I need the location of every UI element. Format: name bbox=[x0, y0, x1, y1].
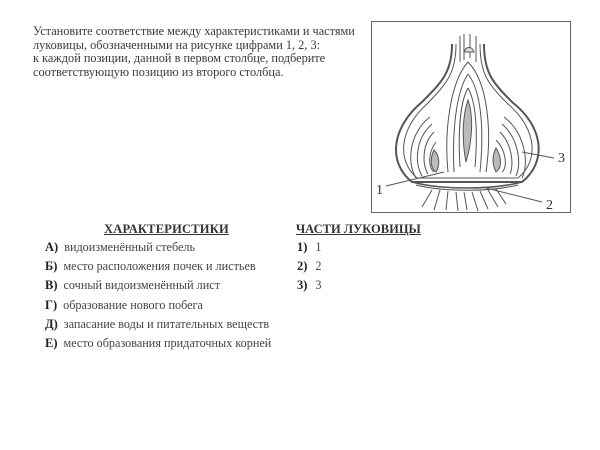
characteristics-list bbox=[45, 240, 271, 355]
intro-line: луковицы, обозначенными на рисунке цифрами 1, 2, 3: bbox=[33, 37, 321, 52]
list-item bbox=[297, 278, 322, 297]
item-text: место расположения почек и листьев bbox=[63, 259, 256, 274]
item-key: 2) bbox=[297, 259, 308, 274]
task-instructions bbox=[33, 25, 368, 79]
item-text: видоизменённый стебель bbox=[64, 240, 196, 254]
item-key: А) bbox=[45, 240, 59, 254]
item-text: 2 bbox=[315, 259, 322, 274]
intro-line: к каждой позиции, данной в первом столбце, подберите bbox=[33, 51, 326, 66]
item-text: 3 bbox=[315, 278, 322, 293]
item-key: Д) bbox=[45, 316, 58, 331]
list-item bbox=[45, 317, 271, 336]
item-key: В) bbox=[45, 278, 58, 293]
item-text: сочный видоизменённый лист bbox=[63, 278, 221, 293]
list-item bbox=[45, 336, 271, 355]
svg-text:1: 1 bbox=[376, 183, 383, 198]
intro-line: соответствующую позицию из второго столбца. bbox=[33, 64, 284, 79]
svg-text:3: 3 bbox=[558, 151, 565, 166]
item-key: Б) bbox=[45, 259, 58, 274]
list-item bbox=[45, 278, 271, 297]
list-item bbox=[45, 240, 271, 259]
item-text: место образования придаточных корней bbox=[63, 335, 272, 350]
item-key: Е) bbox=[45, 335, 58, 350]
list-item bbox=[45, 298, 271, 317]
list-item bbox=[297, 259, 322, 278]
svg-text:2: 2 bbox=[546, 198, 553, 212]
bulb-parts-list bbox=[297, 240, 322, 298]
item-text: 1 bbox=[315, 240, 322, 254]
item-text: образование нового побега bbox=[63, 297, 203, 312]
item-key: 3) bbox=[297, 278, 308, 293]
list-item bbox=[297, 240, 322, 259]
bulb-parts-header: ЧАСТИ ЛУКОВИЦЫ bbox=[296, 222, 421, 236]
characteristics-header: ХАРАКТЕРИСТИКИ bbox=[104, 222, 229, 236]
onion-bulb-illustration bbox=[372, 22, 570, 212]
onion-bulb-figure bbox=[371, 21, 571, 213]
list-item bbox=[45, 259, 271, 278]
item-text: запасание воды и питательных веществ bbox=[63, 316, 270, 331]
item-key: Г) bbox=[45, 297, 58, 312]
item-key: 1) bbox=[297, 240, 308, 254]
intro-line: Установите соответствие между характеристиками и частями bbox=[33, 24, 355, 38]
